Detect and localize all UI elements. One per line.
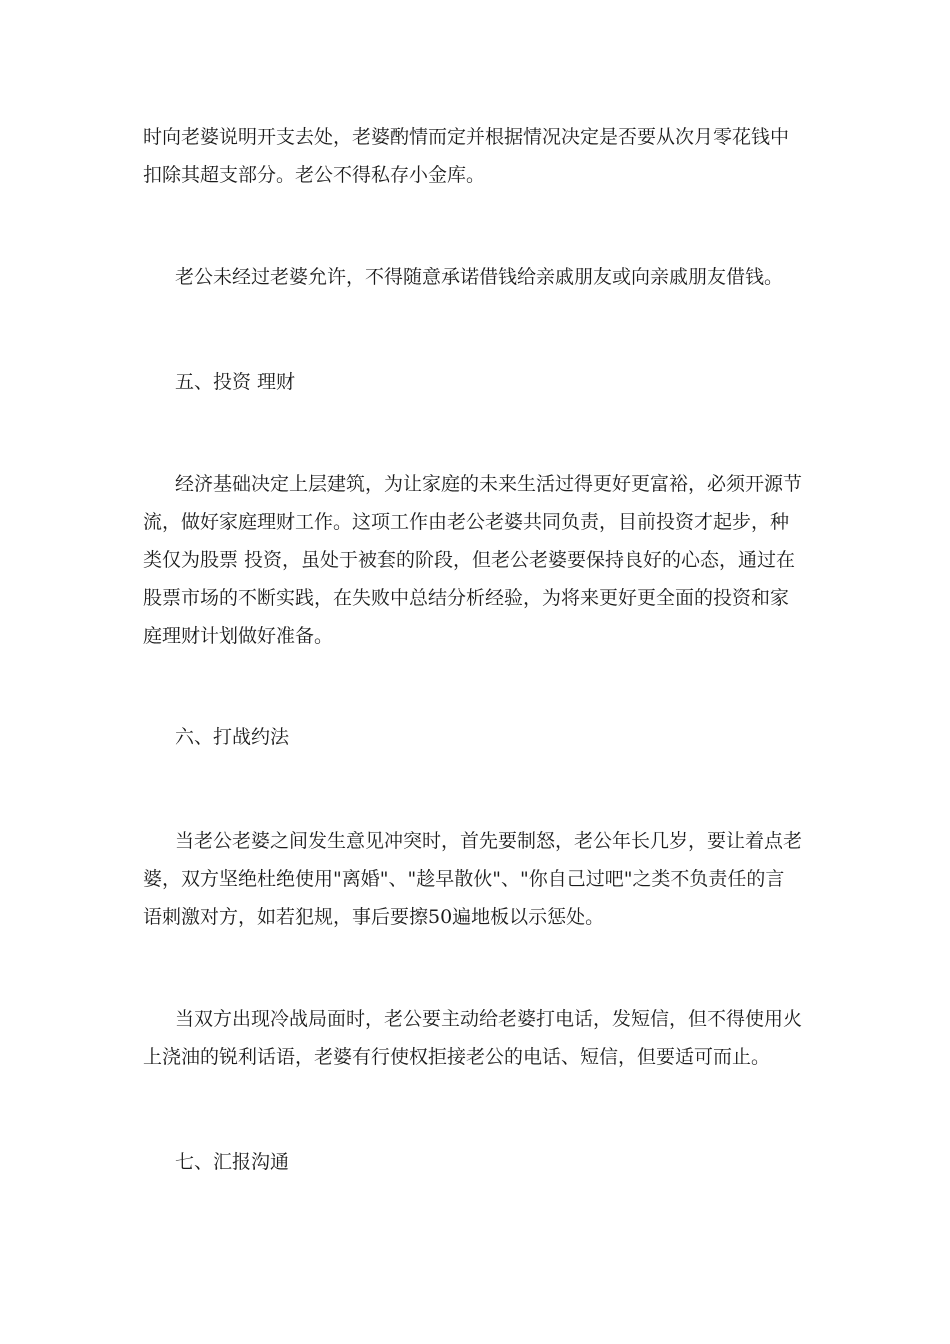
paragraph-line: 类仅为股票 投资，虽处于被套的阶段，但老公老婆要保持良好的心态，通过在 [143, 549, 796, 571]
paragraph-conflict [143, 822, 813, 936]
paragraph-lending-rule [143, 258, 813, 296]
paragraph-spending-report [143, 118, 813, 194]
paragraph-line: 老公未经过老婆允许，不得随意承诺借钱给亲戚朋友或向亲戚朋友借钱。 [175, 266, 784, 288]
heading-text: 七、汇报沟通 [175, 1151, 290, 1173]
section-heading-quarrel-rules [143, 718, 813, 756]
paragraph-line: 经济基础决定上层建筑，为让家庭的未来生活过得更好更富裕，必须开源节 [175, 473, 803, 495]
paragraph-line: 流，做好家庭理财工作。这项工作由老公老婆共同负责，目前投资才起步，种 [143, 511, 790, 533]
paragraph-investment [143, 465, 813, 655]
paragraph-line: 当老公老婆之间发生意见冲突时，首先要制怒，老公年长几岁，要让着点老 [175, 830, 803, 852]
paragraph-line: 当双方出现冷战局面时，老公要主动给老婆打电话，发短信，但不得使用火 [175, 1008, 803, 1030]
paragraph-line: 语刺激对方，如若犯规，事后要擦50遍地板以示惩处。 [143, 906, 605, 928]
paragraph-line: 扣除其超支部分。老公不得私存小金库。 [143, 164, 486, 186]
paragraph-line: 上浇油的锐利话语，老婆有行使权拒接老公的电话、短信，但要适可而止。 [143, 1046, 771, 1068]
heading-text: 六、打战约法 [175, 726, 290, 748]
section-heading-communication [143, 1143, 813, 1181]
paragraph-line: 婆，双方坚绝杜绝使用"离婚"、"趁早散伙"、"你自己过吧"之类不负责任的言 [143, 868, 785, 890]
section-heading-investment [143, 363, 813, 401]
paragraph-cold-war [143, 1000, 813, 1076]
heading-text: 五、投资 理财 [175, 371, 296, 393]
paragraph-line: 庭理财计划做好准备。 [143, 625, 334, 647]
paragraph-line: 时向老婆说明开支去处，老婆酌情而定并根据情况决定是否要从次月零花钱中 [143, 126, 790, 148]
paragraph-line: 股票市场的不断实践，在失败中总结分析经验，为将来更好更全面的投资和家 [143, 587, 790, 609]
